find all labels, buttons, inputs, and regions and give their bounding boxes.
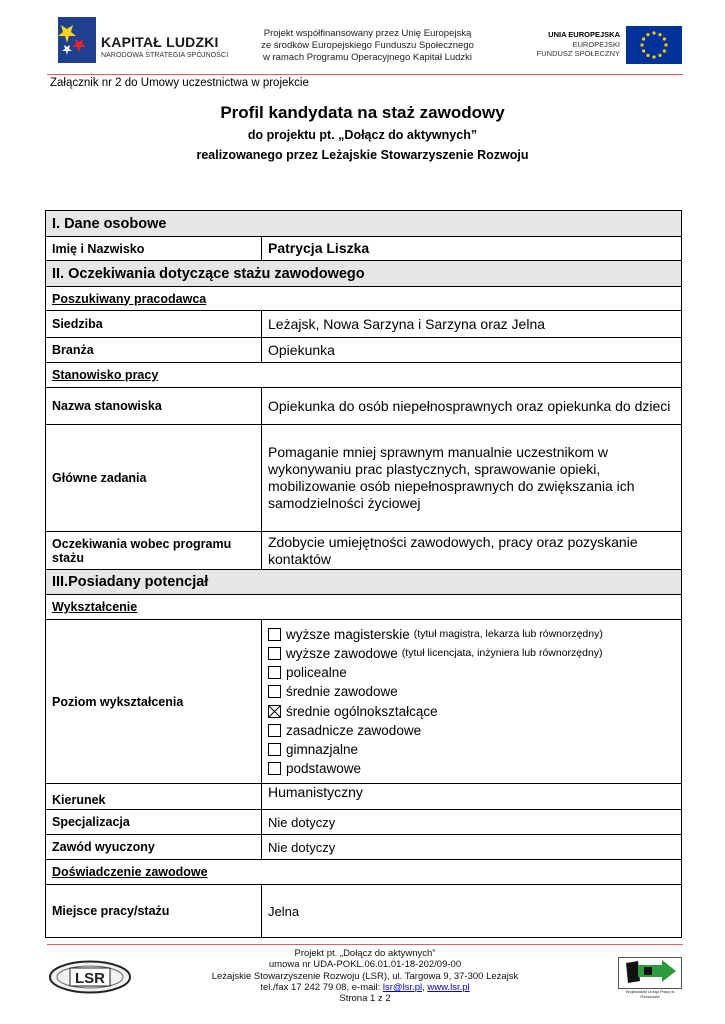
- row-seat: [46, 311, 682, 338]
- tasks-label: Główne zadania: [46, 425, 262, 532]
- row-education-header: [46, 595, 682, 620]
- checkbox[interactable]: [268, 666, 281, 679]
- row-tasks: [46, 425, 682, 532]
- checkbox[interactable]: [268, 685, 281, 698]
- subsection-heading: Poszukiwany pracodawca: [46, 287, 682, 311]
- eu-line-2: EUROPEJSKI: [572, 39, 620, 49]
- name-label: Imię i Nazwisko: [46, 237, 262, 261]
- education-option: [268, 625, 675, 644]
- education-option-label: podstawowe: [286, 761, 362, 777]
- kapital-ludzki-emblem-icon: [55, 15, 99, 67]
- row-name: [46, 237, 682, 261]
- row-position: [46, 388, 682, 425]
- cofinancing-line-1: Projekt współfinansowany przez Unię Europejską: [263, 28, 472, 39]
- footer-info: [160, 948, 570, 1004]
- organizer-subtitle: realizowanego przez Leżajskie Stowarzyszenie Rozwoju: [196, 148, 529, 162]
- eu-text: [520, 30, 620, 59]
- x-mark-icon: [269, 706, 280, 717]
- footer-divider: [47, 944, 683, 945]
- position-label: Nazwa stanowiska: [46, 388, 262, 425]
- eu-flag-icon: [626, 26, 682, 64]
- subsection-heading: Doświadczenie zawodowe: [46, 860, 682, 885]
- annex-note: Załącznik nr 2 do Umowy uczestnictwa w projekcie: [50, 77, 309, 89]
- footer-line-4: tel./fax 17 242 79 08, e-mail: lsr@lsr.pl, www.lsr.pl: [260, 981, 470, 993]
- specialization-value: Nie dotyczy: [262, 810, 682, 835]
- industry-label: Branża: [46, 338, 262, 363]
- row-direction: [46, 784, 682, 810]
- cofinancing-note: [245, 28, 490, 64]
- education-option: [268, 682, 675, 701]
- tasks-value: Pomaganie mniej sprawnym manualnie uczestnikom w wykonywaniu prac plastycznych, sprawowanie opieki, mobilizowanie osób niepełnosprawnych do zwiększania ich samodzielności życiowej: [262, 425, 682, 532]
- education-option-label: wyższe magisterskie: [286, 626, 410, 642]
- industry-value: Opiekunka: [262, 338, 682, 363]
- education-option: [268, 663, 675, 682]
- workplace-value: Jelna: [262, 885, 682, 938]
- profession-value: Nie dotyczy: [262, 835, 682, 860]
- name-value: Patrycja Liszka: [262, 237, 682, 261]
- expectations-label: Oczekiwania wobec programu stażu: [46, 532, 262, 570]
- wup-arrows-icon: [618, 957, 682, 989]
- row-position-header: [46, 363, 682, 388]
- education-option-label: gimnazjalne: [286, 741, 359, 757]
- page-number: Strona 1 z 2: [339, 993, 391, 1005]
- row-education-level: [46, 620, 682, 784]
- footer-line-1: Projekt pt. „Dołącz do aktywnych”: [294, 948, 436, 959]
- education-option-label: policealne: [286, 665, 347, 681]
- page-title: Profil kandydata na staż zawodowy: [220, 103, 505, 122]
- lsr-logo-text: LSR: [75, 970, 105, 987]
- expectations-value: Zdobycie umiejętności zawodowych, pracy oraz pozyskanie kontaktów: [262, 532, 682, 570]
- kl-title: KAPITAŁ LUDZKI: [101, 34, 219, 50]
- specialization-label: Specjalizacja: [46, 810, 262, 835]
- education-option-label: średnie zawodowe: [286, 684, 398, 700]
- row-workplace: [46, 885, 682, 938]
- row-profession: [46, 835, 682, 860]
- row-expectations: [46, 532, 682, 570]
- page-header: [0, 0, 725, 89]
- email-link[interactable]: lsr@lsr.pl: [382, 981, 423, 993]
- education-option: [268, 702, 675, 721]
- section-personal-data: [46, 211, 682, 237]
- seat-value: Leżajsk, Nowa Sarzyna i Sarzyna oraz Jelna: [262, 311, 682, 338]
- checkbox[interactable]: [268, 647, 281, 660]
- direction-value: Humanistyczny: [262, 784, 682, 810]
- footer-line-3: Leżajskie Stowarzyszenie Rozwoju (LSR), ul. Targowa 9, 37-300 Leżajsk: [211, 970, 519, 982]
- website-link[interactable]: www.lsr.pl: [427, 981, 470, 993]
- education-option: [268, 721, 675, 740]
- education-options: [262, 620, 682, 784]
- education-option-label: zasadnicze zawodowe: [286, 722, 422, 738]
- section-heading: II. Oczekiwania dotyczące stażu zawodowego: [46, 261, 682, 287]
- seat-label: Siedziba: [46, 311, 262, 338]
- section-potential: [46, 570, 682, 595]
- education-option-label: wyższe zawodowe: [286, 646, 398, 662]
- checkbox[interactable]: [268, 724, 281, 737]
- header-divider: [47, 74, 683, 75]
- eu-line-3: FUNDUSZ SPOŁECZNY: [536, 49, 620, 58]
- row-experience-header: [46, 860, 682, 885]
- checkbox-checked[interactable]: [268, 705, 281, 718]
- education-option: [268, 740, 675, 759]
- education-option-note: (tytuł licencjata, inżyniera lub równorzędny): [401, 647, 603, 660]
- subsection-heading: Stanowisko pracy: [46, 363, 682, 388]
- kl-subtitle: NARODOWA STRATEGIA SPÓJNOŚCI: [101, 52, 229, 59]
- subsection-heading: Wykształcenie: [46, 595, 682, 620]
- profession-label: Zawód wyuczony: [46, 835, 262, 860]
- row-employer-header: [46, 287, 682, 311]
- project-subtitle: do projektu pt. „Dołącz do aktywnych”: [247, 128, 478, 142]
- workplace-label: Miejsce pracy/stażu: [46, 885, 262, 938]
- section-expectations: [46, 261, 682, 287]
- position-value: Opiekunka do osób niepełnosprawnych oraz opiekunka do dzieci: [262, 388, 682, 425]
- cofinancing-line-3: w ramach Programu Operacyjnego Kapitał Ludzki: [262, 52, 473, 63]
- row-industry: [46, 338, 682, 363]
- eu-line-1: UNIA EUROPEJSKA: [548, 30, 620, 39]
- lsr-logo: [48, 960, 132, 994]
- checkbox[interactable]: [268, 743, 281, 756]
- section-heading: I. Dane osobowe: [46, 211, 682, 237]
- section-heading: III.Posiadany potencjał: [46, 570, 682, 595]
- wup-caption: Wojewódzki Urząd Pracy w Rzeszowie: [625, 989, 675, 999]
- kapital-ludzki-logo: [55, 15, 229, 67]
- direction-label: Kierunek: [46, 784, 262, 810]
- candidate-profile-table: [45, 210, 682, 938]
- education-option: [268, 759, 675, 778]
- checkbox[interactable]: [268, 628, 281, 641]
- education-level-label: Poziom wykształcenia: [46, 620, 262, 784]
- lsr-logo-icon: [48, 960, 132, 994]
- checkbox[interactable]: [268, 762, 281, 775]
- education-option-label: średnie ogólnokształcące: [286, 703, 438, 719]
- cofinancing-line-2: ze środków Europejskiego Funduszu Społecznego: [261, 40, 474, 51]
- row-specialization: [46, 810, 682, 835]
- education-option-note: (tytuł magistra, lekarza lub równorzędny): [413, 627, 603, 640]
- footer-line-2: umowa nr UDA-POKL.06.01.01-18-202/09-00: [268, 959, 462, 971]
- education-option: [268, 644, 675, 663]
